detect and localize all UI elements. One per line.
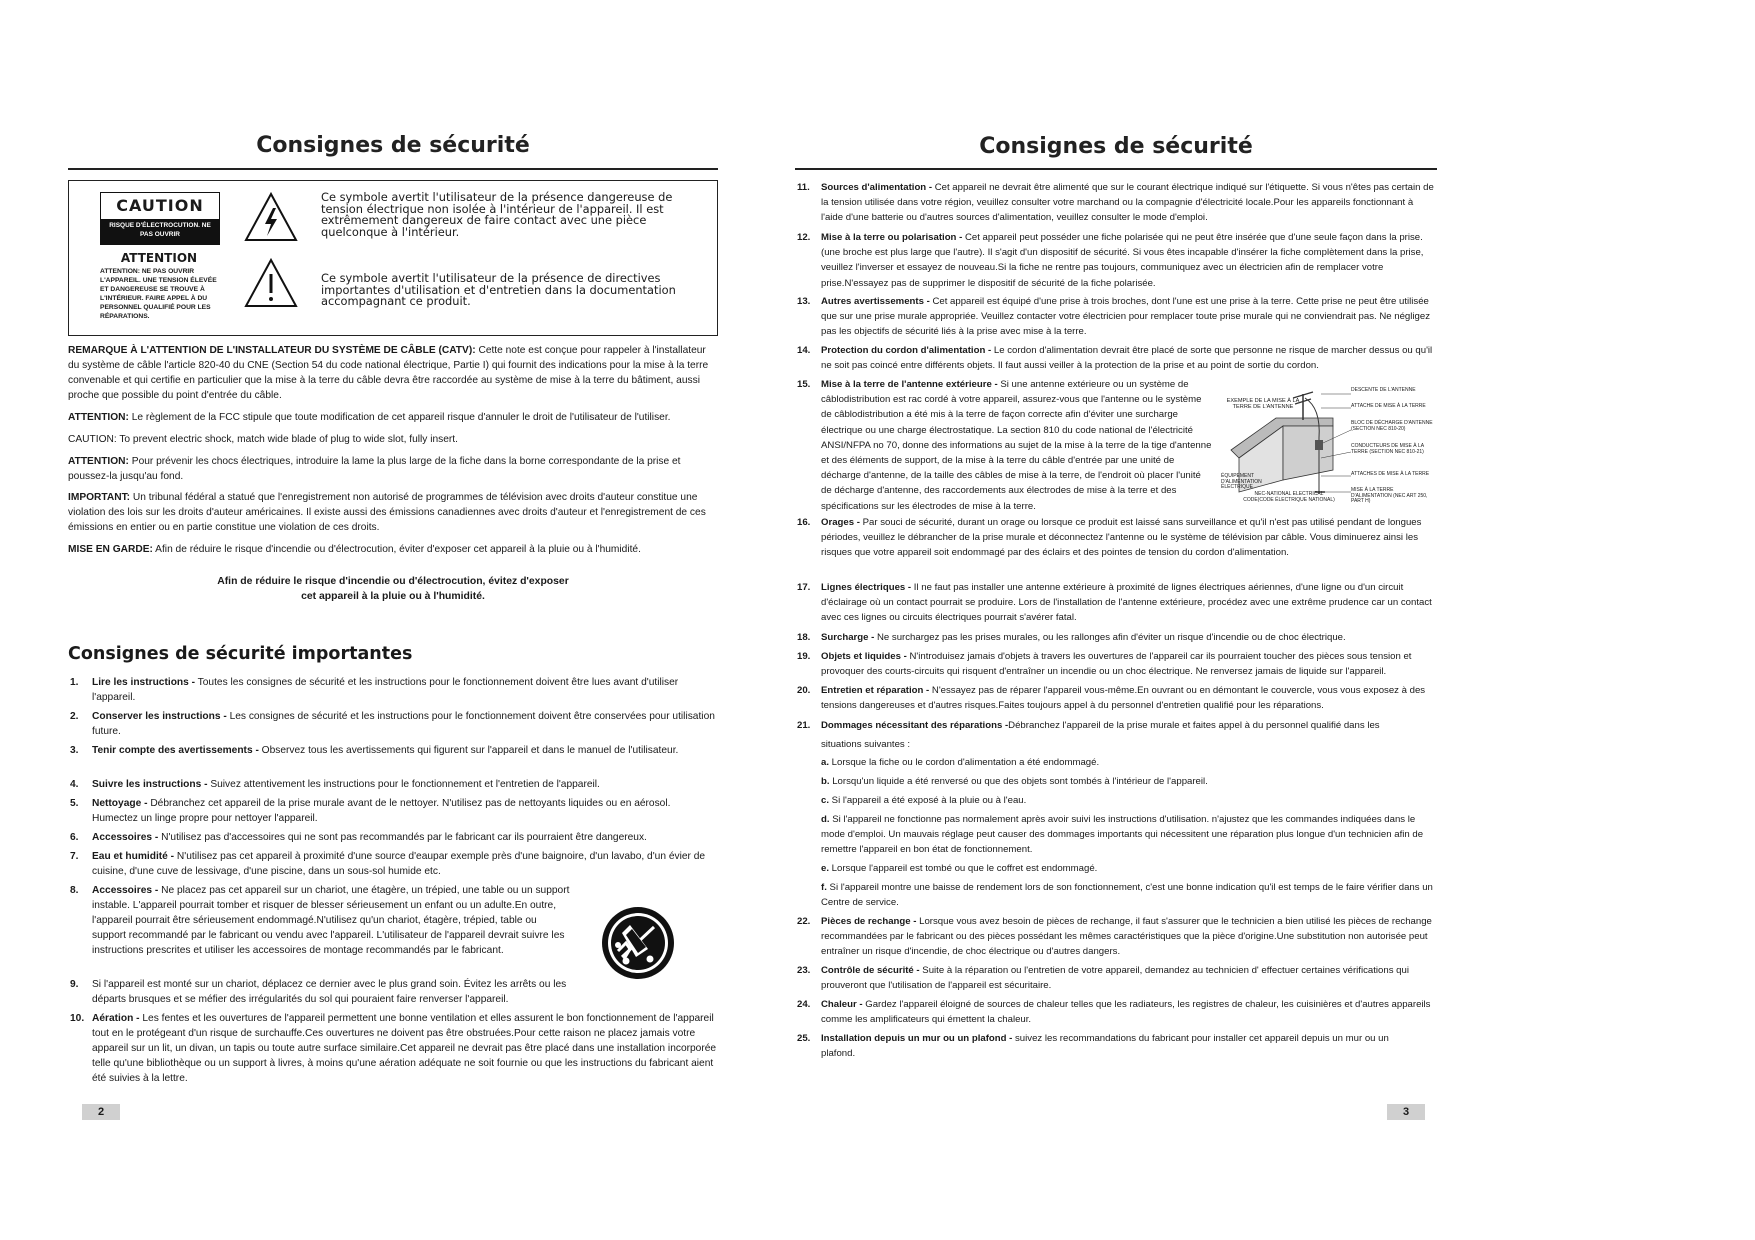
caution-box [68, 180, 718, 336]
caution-label: CAUTION [116, 196, 204, 215]
center-warning-line2: cet appareil à la pluie ou à l'humidité. [301, 591, 485, 602]
list-item: 10. Aération - Les fentes et les ouvertures de l'appareil permettent une bonne ventilation et elles assurent le bon fonctionnement de l'appareil tout en le protégeant d'un risque de surchauffe.Ces ouvertures ne doivent pas être obstruées.Pour cette raison ne placez jamais votre appareil sur un lit, un divan, un tapis ou toute autre surface similaire.Cet appareil ne devrait pas être placé dans une installation incorporée telle qu'une bibliothèque ou un support à livres, à moins qu'une aération adéquate ne soit fournie ou que les instructions du fabricant aient été suivies à la lettre. [70, 1013, 717, 1085]
note-important: IMPORTANT: Un tribunal fédéral a statué que l'enregistrement non autorisé de programmes de télévision avec droits d'auteur constitue une violation des lois sur les droits d'auteur américaines. Il existe aussi des émissions canadiennes avec droits d'auteur et l'enregistrement de ces émissions en entier ou en partie constitue une violation de ces droits. [68, 492, 706, 534]
sub-item: c. Si l'appareil a été exposé à la pluie ou à l'eau. [821, 795, 1027, 806]
diagram-label-discharge: BLOC DE DÉCHARGE D'ANTENNE (SECTION NEC 810-20) [1351, 420, 1433, 432]
list-item: 16. Orages - Par souci de sécurité, durant un orage ou lorsque ce produit est laissé sans surveillance et qu'il n'est pas utilisé pendant de longues périodes, veuillez le débrancher de la prise murale et déconnectez l'antenne ou le système de télévision par câble. Vous diminuerez ainsi les risques que votre appareil soit endommagé par des éclairs et des pointes de tension du cordon d'alimentation. [797, 517, 1422, 559]
list-item: 23. Contrôle de sécurité - Suite à la réparation ou l'entretien de votre appareil, demandez au technicien d' effectuer certaines vérifications qui prouveront que l'utilisation de l'appareil est sécuritaire. [797, 965, 1409, 992]
exclamation-warning-icon [243, 257, 299, 314]
list-item: 22. Pièces de rechange - Lorsque vous avez besoin de pièces de rechange, il faut s'assurer que le technicien a bien utilisé les pièces de rechange recommandées par le fabricant ou des pièces possédant les mêmes caractéristiques que la pièce d'origine.Une substitution non autorisée peut entraîner un risque d'incendie, de choc électrique ou d'autres dangers. [797, 916, 1432, 958]
list-item: 17. Lignes électriques - Il ne faut pas installer une antenne extérieure à proximité de lignes électriques aériennes, d'une ligne ou d'un circuit d'éclairage où un contact pourrait se produire. Lors de l'installation de l'antenne extérieure, procédez avec une extrême prudence car un contact avec ces lignes ou circuits électriques pourrait s'avérer fatal. [797, 582, 1432, 624]
list-item: 9. Si l'appareil est monté sur un chariot, déplacez ce dernier avec le plus grand soin. Évitez les arrêts ou les départs brusques et se méfier des irrégularités du sol qui pouraient faire renverser l'appareil. [70, 979, 567, 1006]
list-item: 5. Nettoyage - Débranchez cet appareil de la prise murale avant de le nettoyer. N'utilisez pas de nettoyants liquides ou en aérosol. Humectez un linge propre pour nettoyer l'appareil. [70, 798, 671, 825]
diagram-label-nec: NEC-NATIONAL ELECTRICAL CODE(CODE ÉLECTRIQUE NATIONAL) [1243, 491, 1335, 503]
sub-item: b. Lorsqu'un liquide a été renversé ou que des objets sont tombés à l'intérieur de l'appareil. [821, 776, 1208, 787]
attention-title: ATTENTION [120, 251, 198, 265]
section-title: Consignes de sécurité importantes [68, 644, 413, 664]
note-mise-en-garde: MISE EN GARDE: Afin de réduire le risque d'incendie ou d'électrocution, éviter d'exposer cet appareil à la pluie ou à l'humidité. [68, 544, 641, 555]
note-fcc: ATTENTION: Le règlement de la FCC stipule que toute modification de cet appareil risque d'annuler le droit de l'utilisateur de l'utiliser. [68, 412, 671, 423]
title-rule [68, 168, 718, 170]
list-item: 19. Objets et liquides - N'introduisez jamais d'objets à travers les ouvertures de l'appareil car ils pourraient toucher des pièces sous tension et provoquer des courts-circuits qui risquent d'entraîner un incendie ou un choc électrique. Ne renversez jamais de liquide sur l'appareil. [797, 651, 1412, 678]
list-item: 13. Autres avertissements - Cet appareil est équipé d'une prise à trois broches, dont l'une est une prise à la terre. Cette prise ne peut être utilisée que sur une prise murale appropriée. Veuillez contacter votre électricien pour remplacer toute prise murale qui ne conviendrait pas. Ne négligez pas les objectifs de sécurité liés à la prise avec mise à la terre. [797, 296, 1431, 338]
sub-item: f. Si l'appareil montre une baisse de rendement lors de son fonctionnement, c'est une bonne indication qu'il est temps de le faire vérifier dans un Centre de service. [821, 882, 1433, 909]
list-item: 14. Protection du cordon d'alimentation - Le cordon d'alimentation devrait être placé de sorte que personne ne risque de marcher dessus ou qu'il ne soit pas coincé entre différents objets. Il faut aussi veiller à la protection de la prise et au point de sortie du cordon. [797, 345, 1433, 372]
caution-sub: RISQUE D'ÉLECTROCUTION. NE PAS OUVRIR [101, 219, 219, 244]
list-item: 3. Tenir compte des avertissements - Observez tous les avertissements qui figurent sur l'appareil et dans le manuel de l'utilisateur. [70, 745, 679, 756]
sub-item: e. Lorsque l'appareil est tombé ou que le coffret est endommagé. [821, 863, 1098, 874]
lightning-warning-icon [243, 191, 299, 248]
center-warning-line1: Afin de réduire le risque d'incendie ou d'électrocution, évitez d'exposer [217, 576, 569, 587]
page-title-left: Consignes de sécurité [256, 133, 530, 158]
list-item: 20. Entretien et réparation - N'essayez pas de réparer l'appareil vous-même.En ouvrant ou en démontant le couvercle, vous vous exposez à des tensions dangereuses et d'autres risques.Faites toujours appel à du personnel d'entretien qualifié pour les réparations. [797, 685, 1426, 712]
list-item: 25. Installation depuis un mur ou un plafond - suivez les recommandations du fabricant pour installer cet appareil depuis un mur ou un plafond. [797, 1033, 1389, 1060]
list-item: 6. Accessoires - N'utilisez pas d'accessoires qui ne sont pas recommandés par le fabricant car ils pourraient être dangereux. [70, 832, 647, 843]
page-title-right: Consignes de sécurité [979, 134, 1253, 159]
diagram-label-clamps2: ATTACHES DE MISE À LA TERRE [1351, 471, 1430, 477]
title-rule-right [795, 168, 1437, 170]
center-warning [68, 574, 718, 604]
note-caution-plug: CAUTION: To prevent electric shock, match wide blade of plug to wide slot, fully insert. [68, 434, 458, 445]
list-item: 15. Mise à la terre de l'antenne extérieure - Si une antenne extérieure ou un système de câblodistribution est rac cordé à votre appareil, assurez-vous que l'antenne ou le système de câblodistribution a été mis à la terre de façon correcte afin d'éviter une surcharge électrique ou une charge électrostatique. La section 810 du code national de l'électricité ANSI/NFPA no 70, donne des informations au sujet de la mise à la terre de la tige d'antenne et des éléments de support, de la mise à la terre du câble d'entrée par une unité de décharge d'antenne, de la taille des câbles de mise à la terre, de l'endroit où placer l'unité de décharge d'antenne, des raccordements aux électrodes de mise à la terre et des spécifications sur les électrodes de mise à la terre. [797, 379, 1212, 512]
list-item: 11. Sources d'alimentation - Cet appareil ne devrait être alimenté que sur le courant électrique indiqué sur l'étiquette. Si vous n'êtes pas certain de la tension utilisée dans votre région, veuillez consulter votre marchand ou la compagnie d'électricité locale.Pour les appareils fonctionnant à l'aide d'une batterie ou d'autres sources d'alimentation, veuillez consulter le mode d'emploi. [797, 182, 1434, 224]
page-number-right: 3 [1387, 1104, 1425, 1120]
diagram-label-conductors: CONDUCTEURS DE MISE À LA TERRE (SECTION NEC 810-21) [1351, 443, 1424, 455]
symbol1-text: Ce symbole avertit l'utilisateur de la présence dangereuse de tension électrique non isolée à l'intérieur de l'appareil. Il est extrêmement dangereux de faire contact avec une pièce quelconque à l'intérieur. [321, 190, 673, 240]
list-item: 4. Suivre les instructions - Suivez attentivement les instructions pour le fonctionnement et l'entretien de l'appareil. [70, 779, 600, 790]
attention-text: ATTENTION: NE PAS OUVRIR L'APPAREIL. UNE TENSION ÉLEVÉE ET DANGEREUSE SE TROUVE À L'INTÉRIEUR. FAIRE APPEL À DU PERSONNEL QUALIFIÉ POUR LES RÉPARATIONS. [100, 268, 217, 320]
list-item: 8. Accessoires - Ne placez pas cet appareil sur un chariot, une étagère, un trépied, une table ou un support instable. L'appareil pourrait tomber et risquer de blesser sérieusement un enfant ou un adulte.En outre, l'appareil pourrait être sérieusement endommagé.N'utilisez qu'un chariot, étagère, trépied, table ou support recommandé par le fabricant ou vendu avec l'appareil. L'utilisateur de l'appareil devrait suivre les instructions prescrites et utiliser les accessoires de montage recommandés par le fabricant. [70, 885, 570, 957]
sub-item: a. Lorsque la fiche ou le cordon d'alimentation a été endommagé. [821, 757, 1100, 768]
list-item: 1. Lire les instructions - Toutes les consignes de sécurité et les instructions pour le fonctionnement doivent être lues avant d'utiliser l'appareil. [70, 677, 679, 704]
list-item: 24. Chaleur - Gardez l'appareil éloigné de sources de chaleur telles que les radiateurs, les registres de chaleur, les cuisinières et d'autres appareils comme les amplificateurs qui émettent la chaleur. [797, 999, 1431, 1026]
list-item: 7. Eau et humidité - N'utilisez pas cet appareil à proximité d'une source d'eaupar exemple près d'une baignoire, d'un lavabo, d'un évier de cuisine, d'une cuve de lessivage, d'une piscine, dans un sous-sol humide etc. [70, 851, 706, 878]
diagram-label-electrode: MISE À LA TERRE D'ALIMENTATION (NEC ART 250, PART H) [1351, 487, 1428, 505]
note-attention-plug: ATTENTION: Pour prévenir les chocs électriques, introduire la lame la plus large de la fiche dans la borne correspondante de la prise et poussez-la jusqu'au fond. [68, 456, 681, 483]
diagram-label-equipment: ÉQUIPEMENT D'ALIMENTATION ÉLECTRIQUE [1221, 473, 1262, 491]
symbol2-text: Ce symbole avertit l'utilisateur de la présence de directives importantes d'utilisation et d'entretien dans la documentation accompagnant ce produit. [321, 271, 676, 309]
diagram-label-example: EXEMPLE DE LA MISE À LA TERRE DE L'ANTENNE [1226, 398, 1300, 411]
diagram-label-clamp: ATTACHE DE MISE À LA TERRE [1351, 403, 1426, 409]
list-item: 21. Dommages nécessitant des réparations -Débranchez l'appareil de la prise murale et faites appel à du personnel qualifié dans les situations suivantes : [797, 720, 1380, 750]
caution-label-box [100, 192, 220, 245]
page-number-left: 2 [82, 1104, 120, 1120]
note-catv: REMARQUE À L'ATTENTION DE L'INSTALLATEUR DU SYSTÈME DE CÂBLE (CATV): Cette note est conçue pour rappeler à l'installateur du système de câble l'article 820-40 du CNE (Section 54 du code national électrique, Partie I) qui fournit des indications pour la mise à la terre convenable et qui certifie en particulier que la mise à la terre du câble devra être raccordée au système de mise à la terre du bâtiment, aussi proche que possible du point d'entrée du câble. [68, 345, 709, 402]
sub-item: d. Si l'appareil ne fonctionne pas normalement après avoir suivi les instructions d'utilisation. n'ajustez que les commandes indiquées dans le mode d'emploi. Un mauvais réglage peut causer des dommages importants qui nécessitent une réparation plus longue d'un technicien afin de remettre l'appareil en bon état de fonctionnement. [821, 814, 1424, 856]
list-item: 18. Surcharge - Ne surchargez pas les prises murales, ou les rallonges afin d'éviter un risque d'incendie ou de choc électrique. [797, 632, 1346, 643]
diagram-label-lead-in: DESCENTE DE L'ANTENNE [1351, 387, 1416, 393]
cart-tip-warning-icon [600, 905, 676, 986]
list-item: 2. Conserver les instructions - Les consignes de sécurité et les instructions pour le fonctionnement doivent être conservées pour utilisation future. [70, 711, 715, 738]
list-item: 12. Mise à la terre ou polarisation - Cet appareil peut posséder une fiche polarisée qui ne peut être insérée que d'une seule façon dans la prise. (une broche est plus large que l'autre). Il s'agit d'un dispositif de sécurité. Si vous êtes incapable d'insérer la fiche complètement dans la prise, veuillez l'inverser et essayez de nouveau.Si la fiche ne rentre pas toujours, communiquez avec un électricien afin de remplacer votre prise.N'essayez pas de supprimer le dispositif de sécurité de la fiche polarisée. [797, 232, 1424, 289]
antenna-grounding-diagram [1221, 388, 1435, 512]
